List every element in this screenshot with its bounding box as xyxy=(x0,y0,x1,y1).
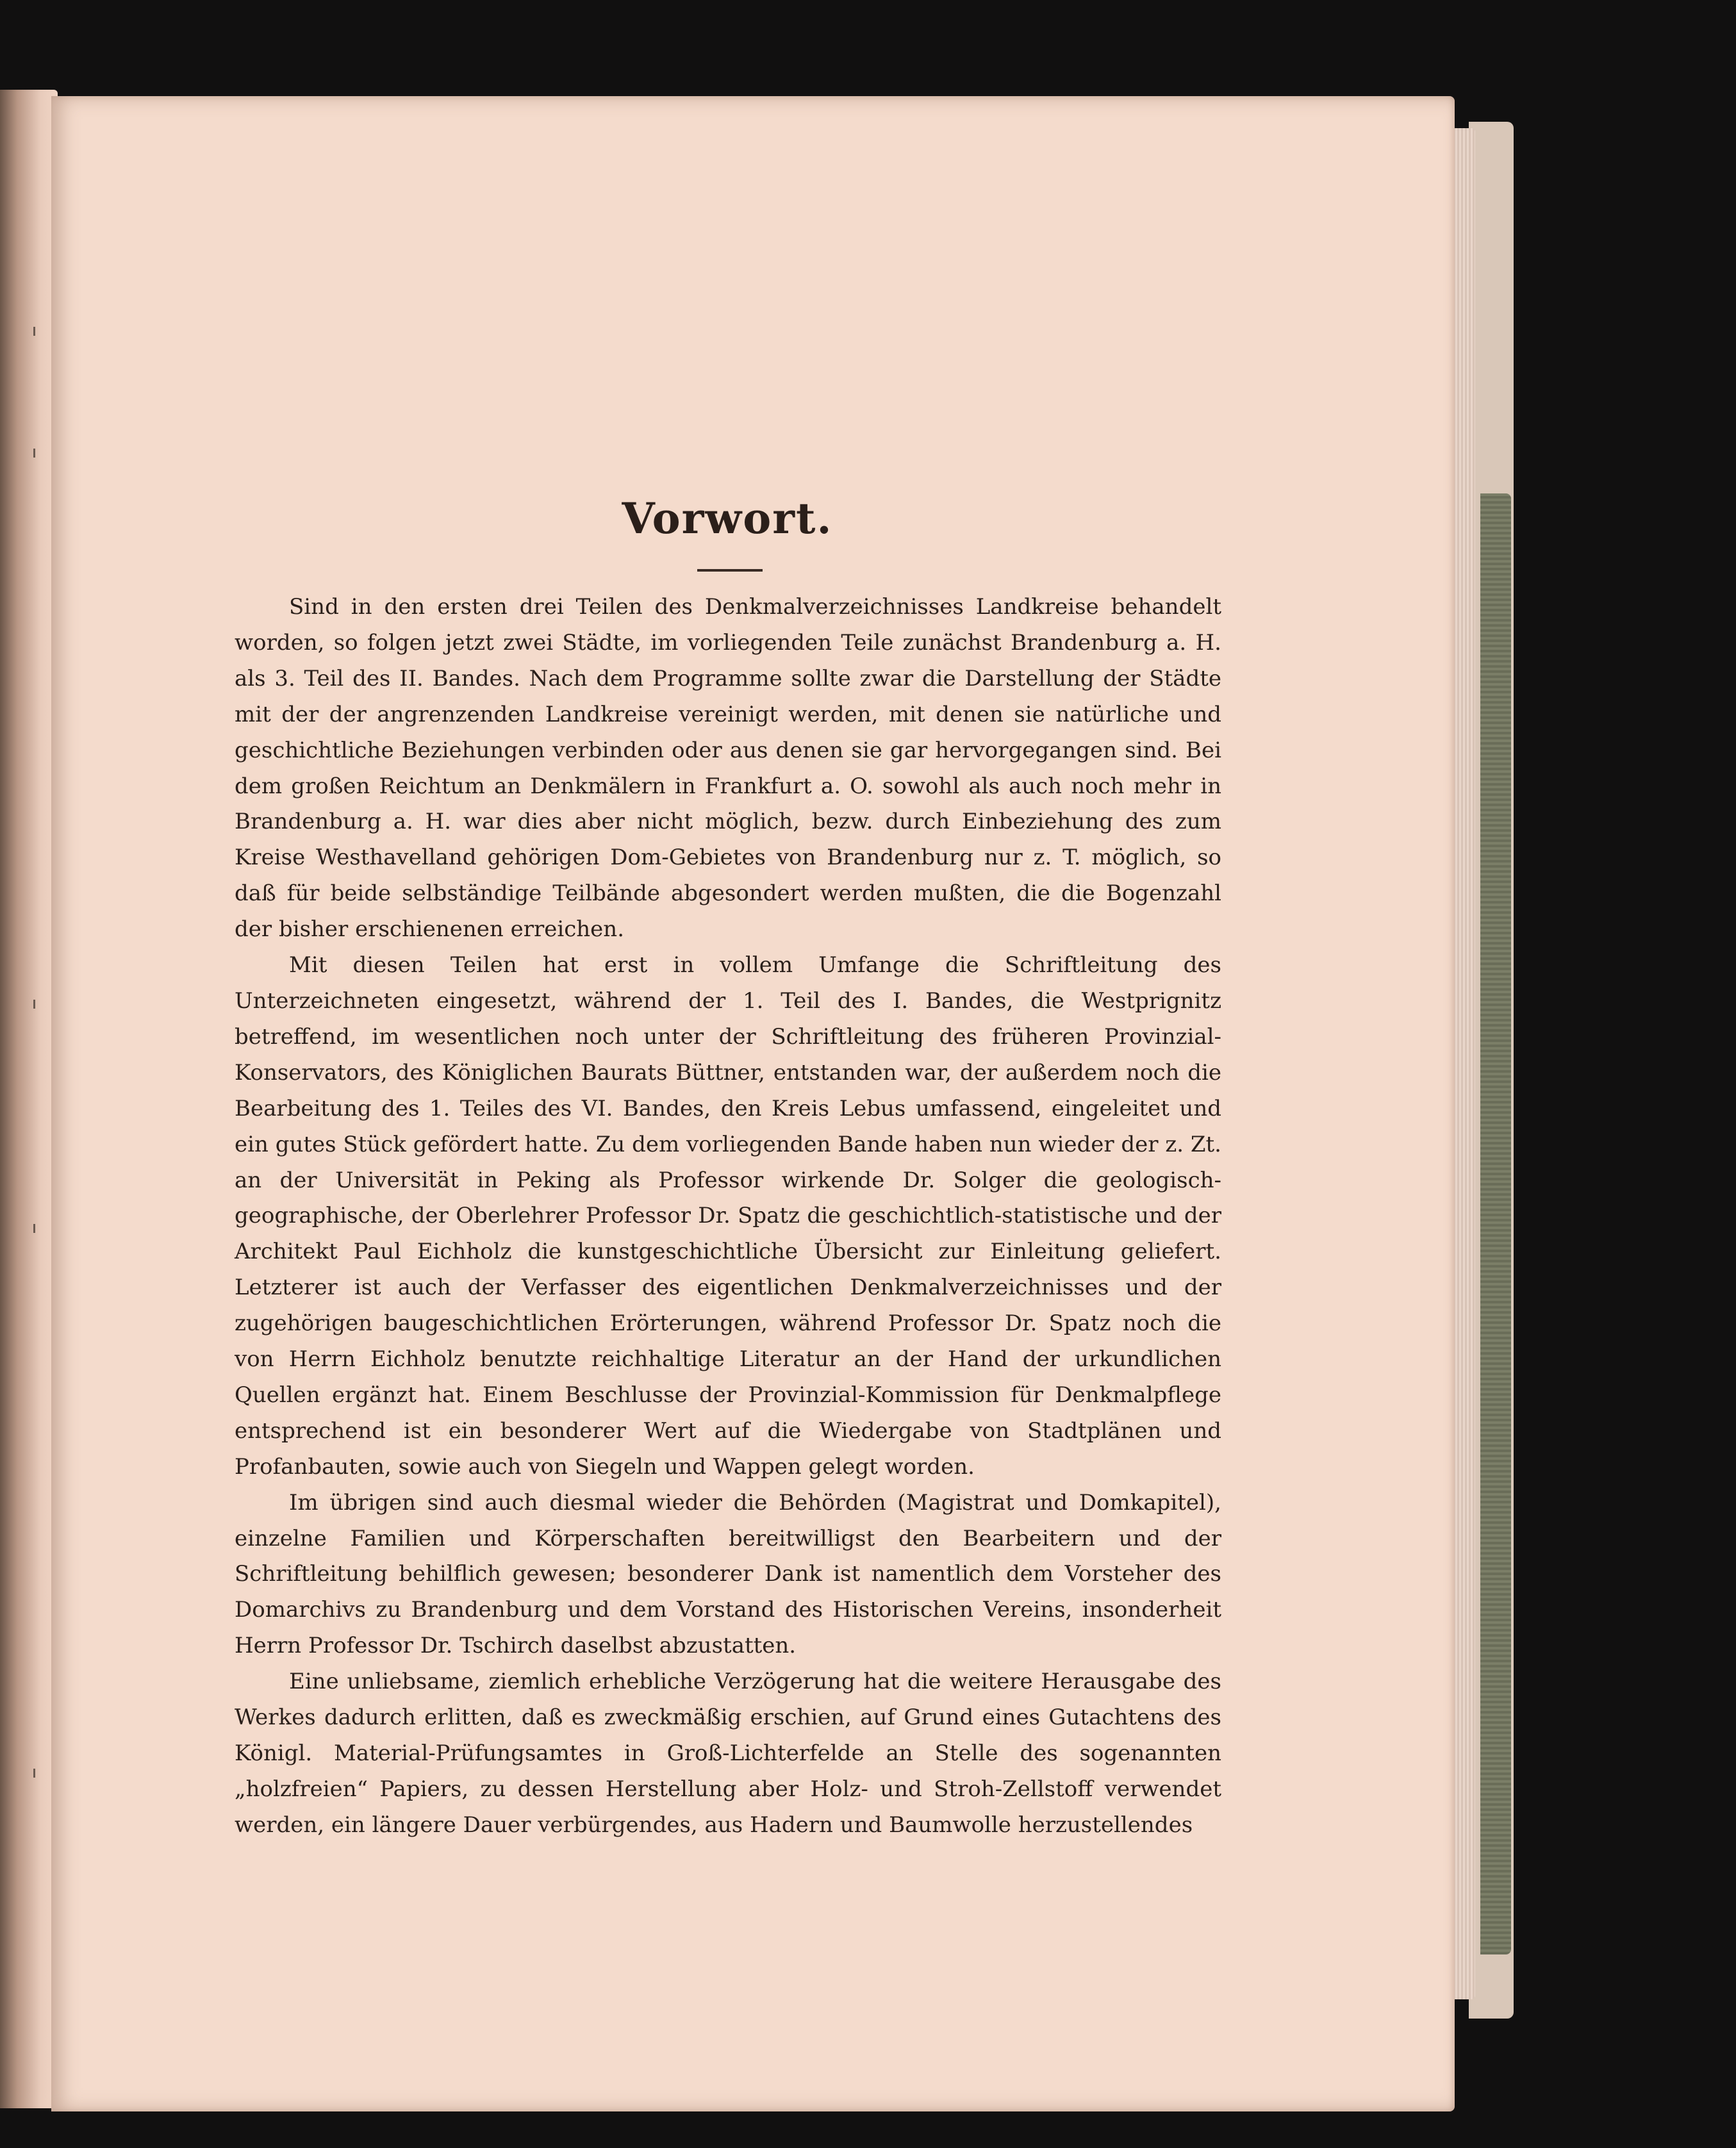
page-edge-mark xyxy=(33,1769,35,1778)
paragraph: Eine unliebsame, ziemlich erhebliche Verzögerung hat die weitere Herausgabe des Werkes dadurch erlitten, daß es zweckmäßig erschien, auf Grund eines Gutachtens des Königl. Material-Prüfungsamtes in Groß-Lichterfelde an Stelle des sogenannten „holzfreien“ Papiers, zu dessen Herstellung aber Holz- und Stroh-Zellstoff verwendet werden, ein längere Dauer verbürgendes, aus Hadern und Baumwolle herzustellendes xyxy=(235,1669,1221,1838)
page-edge-mark xyxy=(33,1224,35,1233)
page-title: Vorwort. xyxy=(622,493,833,543)
page-edge-mark xyxy=(33,327,35,336)
book-spine-cloth xyxy=(1480,493,1511,1954)
page-edge-mark xyxy=(33,449,35,458)
paragraph: Mit diesen Teilen hat erst in vollem Umfange die Schriftleitung des Unterzeichneten eingesetzt, während der 1. Teil des I. Bandes, die Westprignitz betreffend, im wesentlichen noch unter der Schriftleitung des früheren Provinzial-Konservators, des Königlichen Baurats Büttner, entstanden war, der außerdem noch die Bearbeitung des 1. Teiles des VI. Bandes, den Kreis Lebus umfassend, eingeleitet und ein gutes Stück gefördert hatte. Zu dem vorliegenden Bande haben nun wieder der z. Zt. an der Universität in Peking als Professor wirkende Dr. Solger die geologisch-geographische, der Oberlehrer Professor Dr. Spatz die geschichtlich-statistische und der Architekt Paul Eichholz die kunstgeschichtliche Übersicht zur Einleitung geliefert. Letzterer ist auch der Verfasser des eigentlichen Denkmalverzeichnisses und der zugehörigen baugeschichtlichen Erörterungen, während Professor Dr. Spatz noch die von Herrn Eichholz benutzte reichhaltige Literatur an der Hand der urkundlichen Quellen ergänzt hat. Einem Beschlusse der Provinzial-Kommission für Denkmalpflege entsprechend ist ein besonderer Wert auf die Wiedergabe von Stadtplänen und Profanbauten, sowie auch von Siegeln und Wappen gelegt worden. xyxy=(235,952,1221,1480)
title-rule xyxy=(697,569,763,572)
page-edge-mark xyxy=(33,1000,35,1009)
left-page-edge xyxy=(0,90,58,2108)
paragraph: Sind in den ersten drei Teilen des Denkmalverzeichnisses Landkreise behandelt worden, so folgen jetzt zwei Städte, im vorliegenden Teile zunächst Brandenburg a. H. als 3. Teil des II. Bandes. Nach dem Programme sollte zwar die Darstellung der Städte mit der der angrenzenden Landkreise vereinigt werden, mit denen sie natürliche und geschichtliche Beziehungen verbinden oder aus denen sie gar hervorgegangen sind. Bei dem großen Reichtum an Denkmälern in Frankfurt a. O. sowohl als auch noch mehr in Brandenburg a. H. war dies aber nicht möglich, bezw. durch Einbeziehung des zum Kreise Westhavelland gehörigen Dom-Gebietes von Brandenburg nur z. T. möglich, so daß für beide selbständige Teilbände abgesondert werden mußten, die die Bogenzahl der bisher erschienenen erreichen. xyxy=(235,594,1221,943)
paragraph: Im übrigen sind auch diesmal wieder die Behörden (Magistrat und Domkapitel), einzelne Familien und Körperschaften bereitwilligst den Bearbeitern und der Schriftleitung behilflich gewesen; besonderer Dank ist namentlich dem Vorsteher des Domarchivs zu Brandenburg und dem Vorstand des Historischen Vereins, insonderheit Herrn Professor Dr. Tschirch daselbst abzustatten. xyxy=(235,1489,1221,1659)
preface-text xyxy=(235,590,1221,1844)
